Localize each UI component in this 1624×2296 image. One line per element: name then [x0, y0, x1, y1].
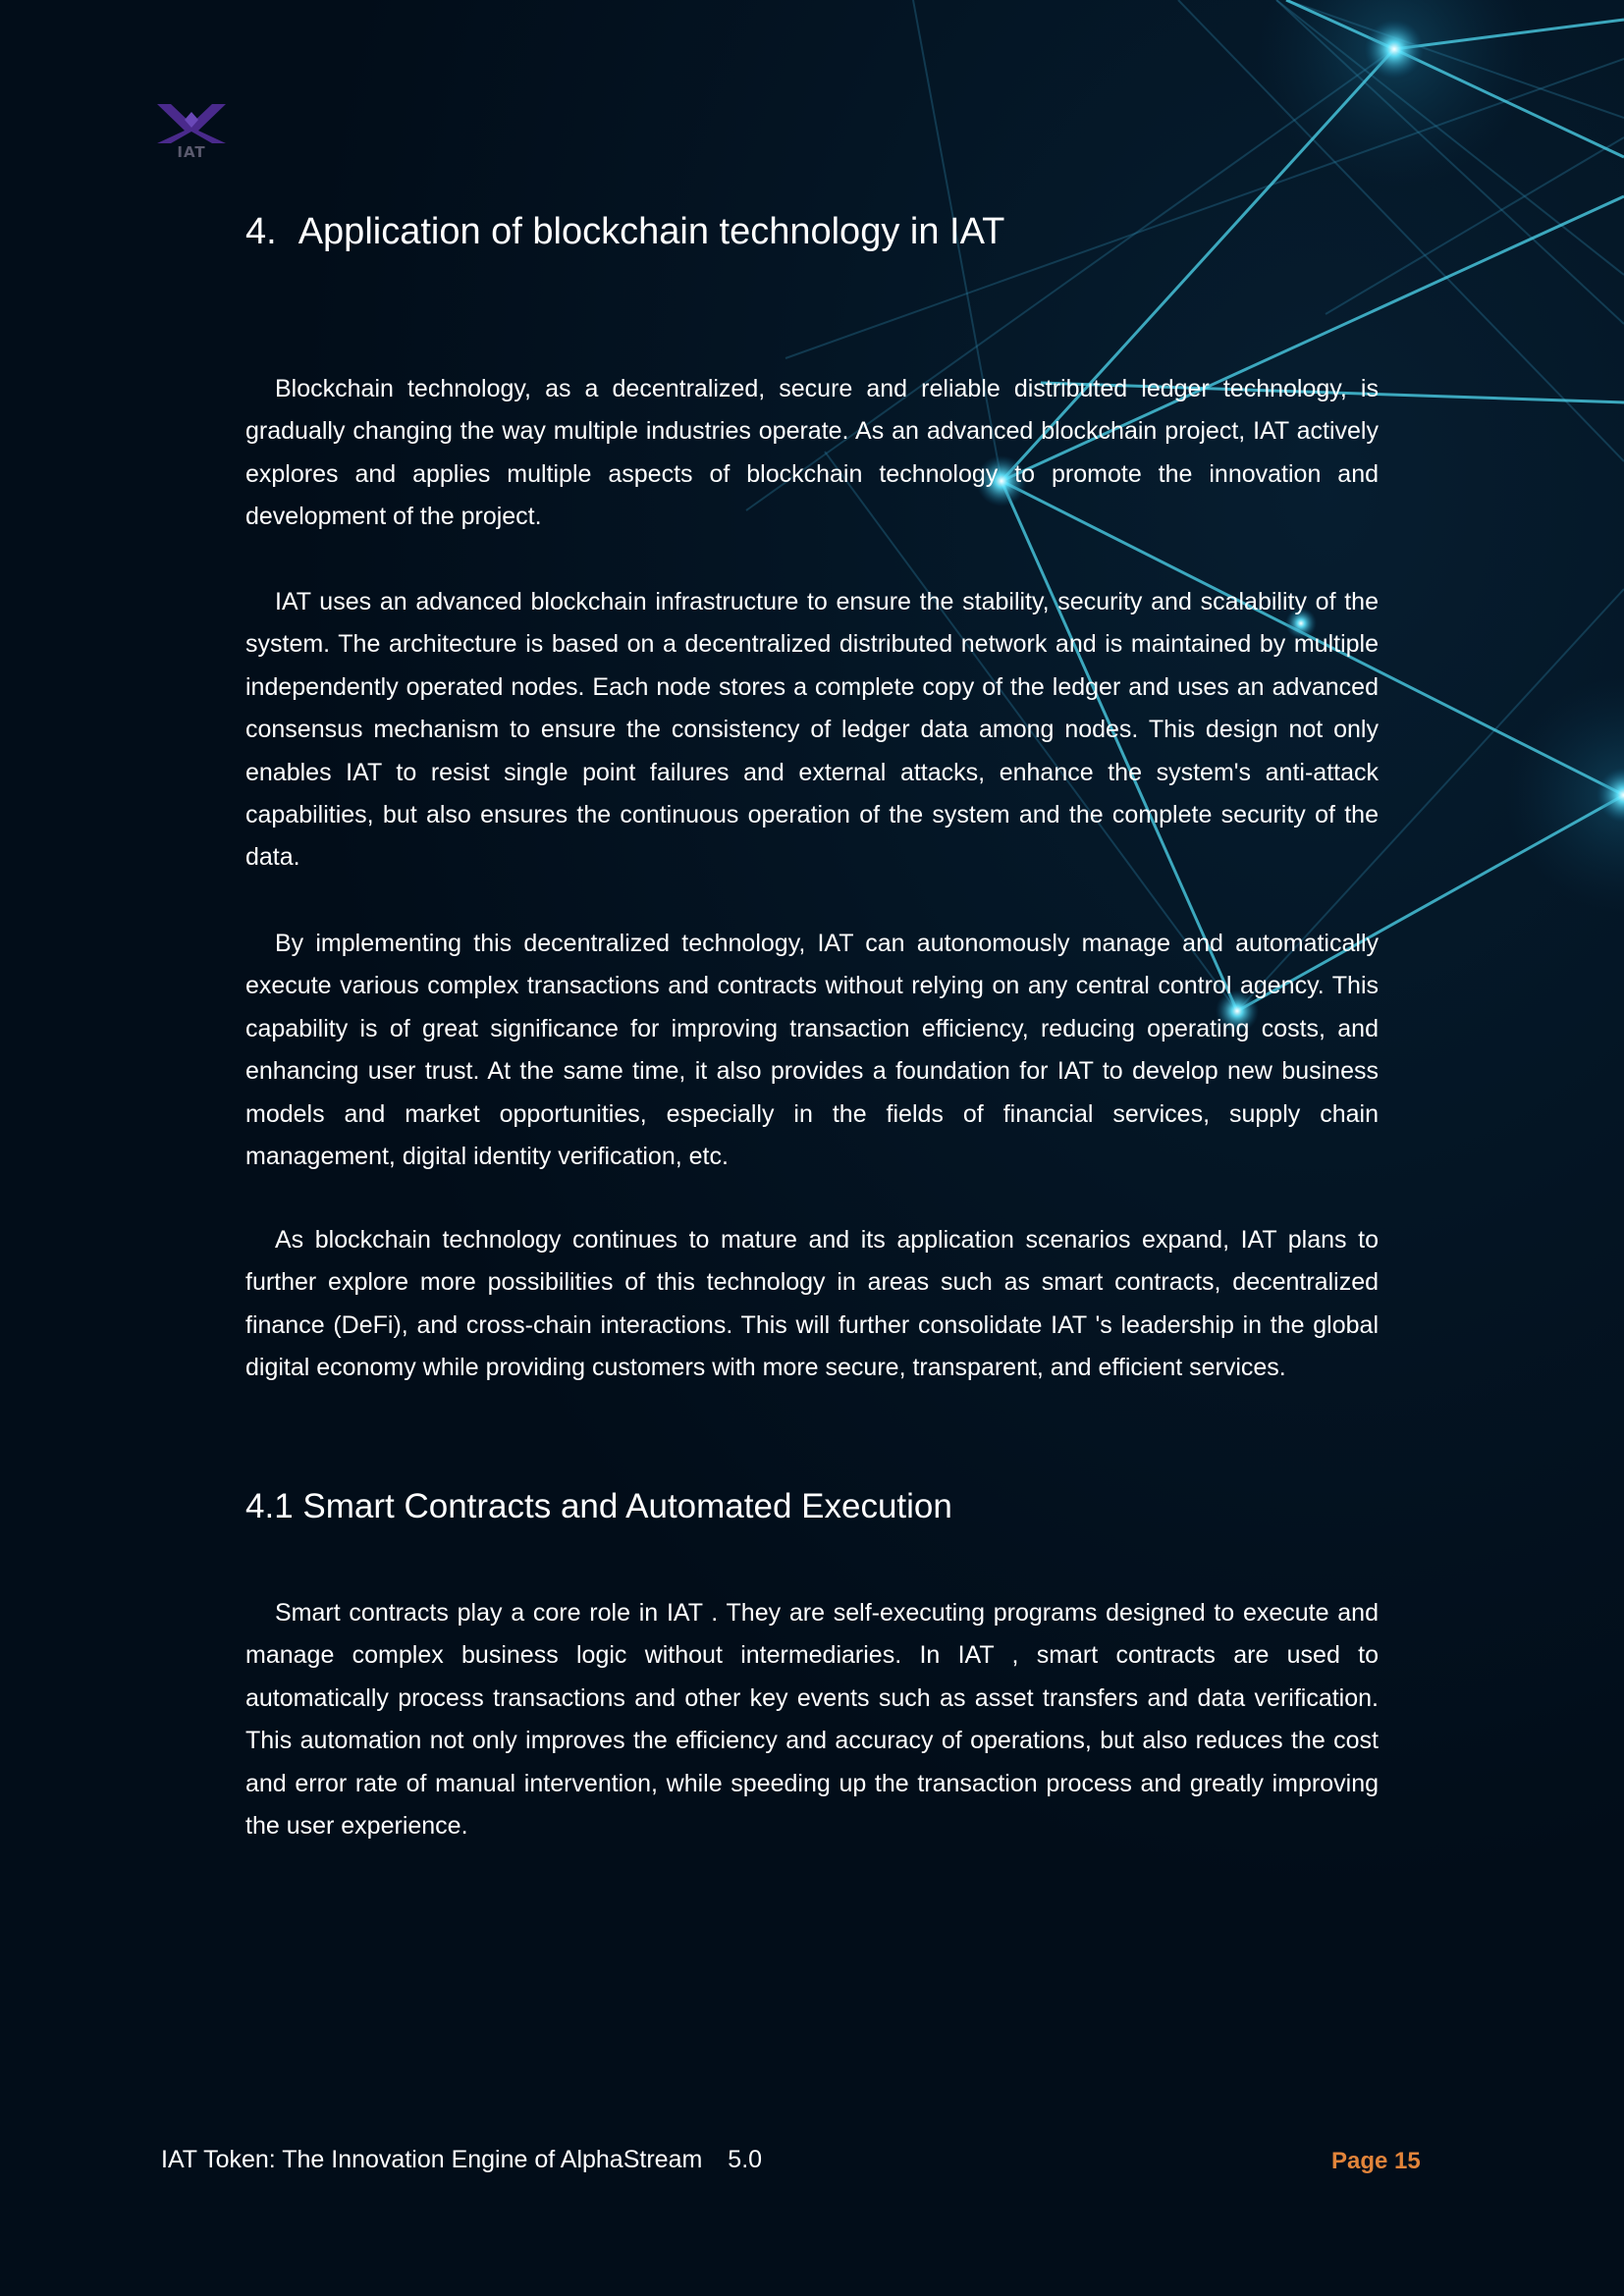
- logo-text: IAT: [177, 143, 206, 161]
- paragraph: Blockchain technology, as a decentralized, secure and reliable distributed ledger technology, is gradually changing the way multiple industries operate. As an advanced blockchain project, IAT actively explores and applies multiple aspects of blockchain technology to promote the innovation and development of the project.: [245, 375, 1379, 531]
- paragraph: Smart contracts play a core role in IAT . They are self-executing programs designed to execute and manage complex business logic without intermediaries. In IAT , smart contracts are used to automatically process transactions and other key events such as asset transfers and data verification. This automation not only improves the efficiency and accuracy of operations, but also reduces the cost and error rate of manual intervention, while speeding up the transaction process and greatly improving the user experience.: [245, 1599, 1379, 1841]
- footer-title: [161, 2146, 762, 2174]
- subsection-heading: 4.1 Smart Contracts and Automated Execution: [245, 1487, 952, 1525]
- section-heading: [245, 211, 1004, 253]
- page-number: Page 15: [1331, 2148, 1421, 2174]
- section-number: 4.: [245, 211, 277, 252]
- footer-doc-title: IAT Token: The Innovation Engine of AlphaStream: [161, 2146, 703, 2173]
- footer-version: 5.0: [728, 2146, 763, 2173]
- paragraph: As blockchain technology continues to mature and its application scenarios expand, IAT plans to further explore more possibilities of this technology in areas such as smart contracts, decentralized finance (DeFi), and cross-chain interactions. This will further consolidate IAT 's leadership in the global digital economy while providing customers with more secure, transparent, and efficient services.: [245, 1226, 1379, 1382]
- paragraph: By implementing this decentralized technology, IAT can autonomously manage and automatically execute various complex transactions and contracts without relying on any central control agency. This capability is of great significance for improving transaction efficiency, reducing operating costs, and enhancing user trust. At the same time, it also provides a foundation for IAT to develop new business models and market opportunities, especially in the fields of financial services, supply chain management, digital identity verification, etc.: [245, 930, 1379, 1171]
- section-title: Application of blockchain technology in IAT: [298, 211, 1005, 252]
- paragraph: IAT uses an advanced blockchain infrastructure to ensure the stability, security and scalability of the system. The architecture is based on a decentralized distributed network and is maintained by multiple independently operated nodes. Each node stores a complete copy of the ledger and uses an advanced consensus mechanism to ensure the consistency of ledger data among nodes. This design not only enables IAT to resist single point failures and external attacks, enhance the system's anti-attack capabilities, but also ensures the continuous operation of the system and the complete security of the data.: [245, 588, 1379, 872]
